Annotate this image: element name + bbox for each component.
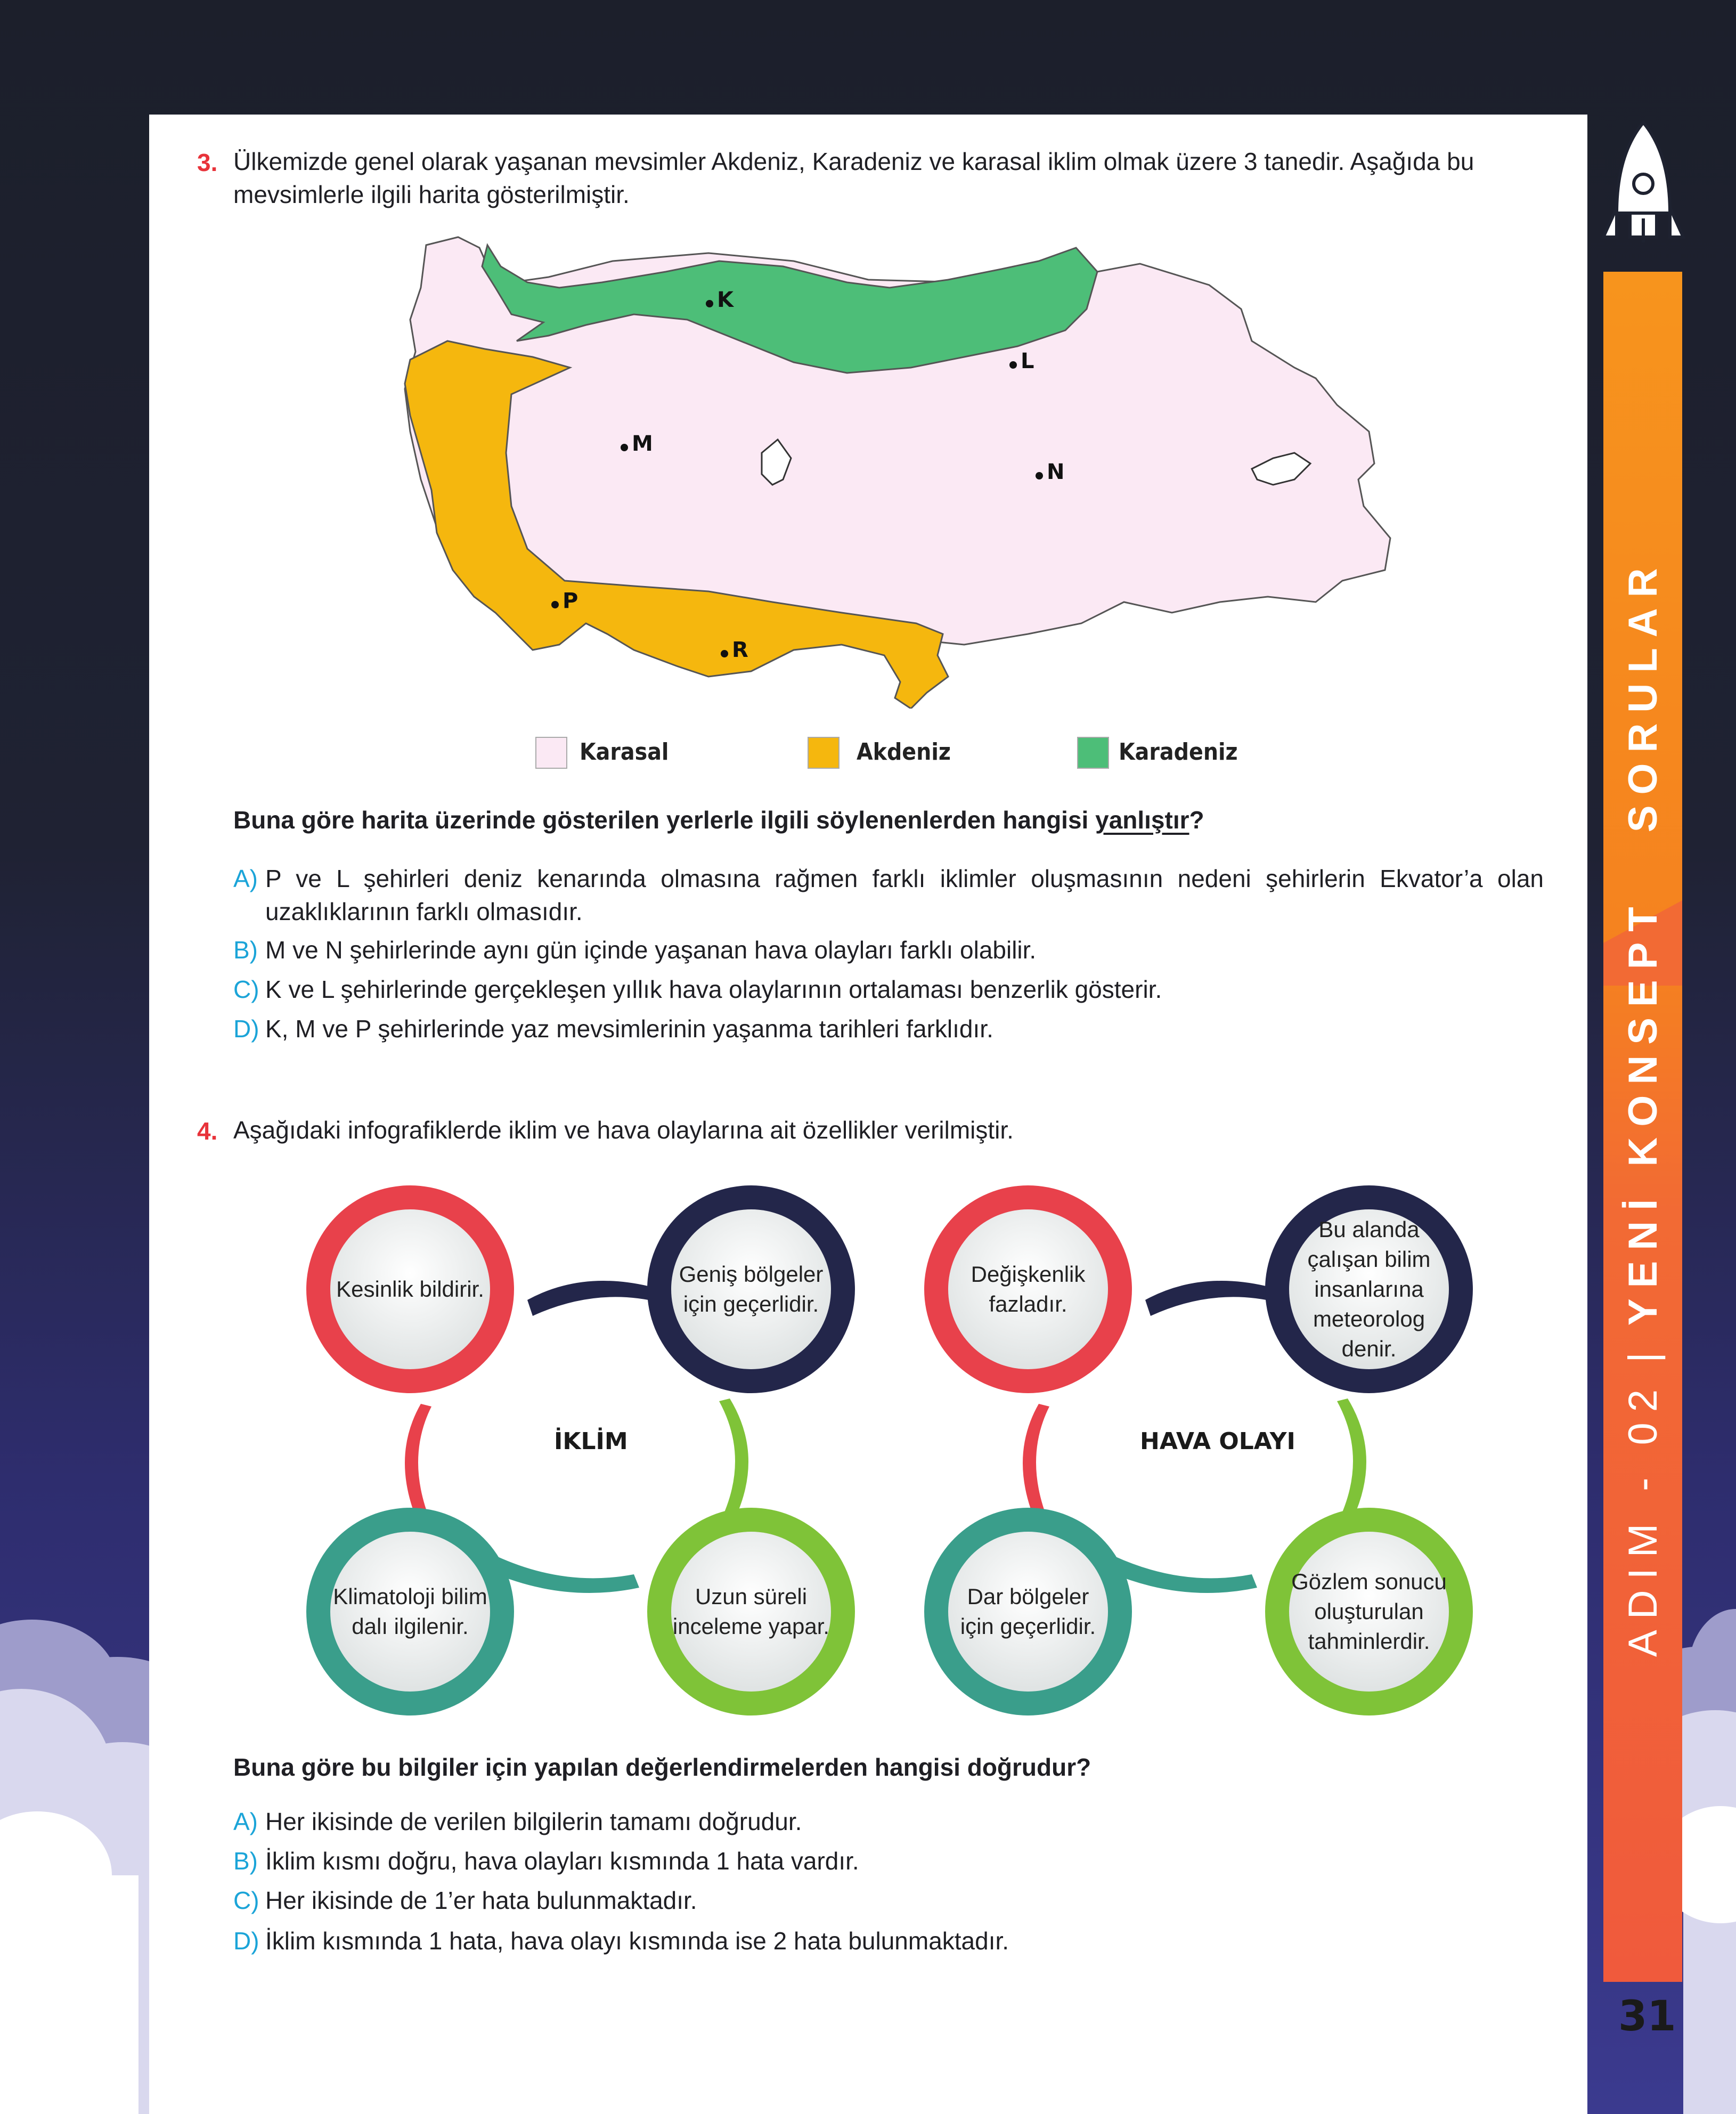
question-3-option-c[interactable] — [233, 973, 1546, 1006]
option-text: Her ikisinde de verilen bilgilerin tamamı doğrudur. — [265, 1808, 802, 1835]
iklim-item-3: Klimatoloji bilim dalı ilgilenir. — [333, 1584, 487, 1639]
sidebar-separator: | — [1620, 1341, 1666, 1363]
question-4-option-c[interactable] — [233, 1884, 1546, 1917]
question-4-number: 4. — [197, 1117, 218, 1145]
sidebar-section: SORULAR — [1620, 557, 1666, 833]
option-text: İklim kısmı doğru, hava olayları kısmında 1 hata vardır. — [265, 1847, 859, 1875]
option-letter: A) — [233, 865, 258, 892]
option-letter: A) — [233, 1808, 258, 1835]
climate-map — [389, 229, 1401, 709]
question-3-prompt — [233, 806, 1204, 834]
option-text: M ve N şehirlerinde aynı gün içinde yaşanan hava olayları farklı olabilir. — [265, 936, 1037, 964]
legend-swatch-karadeniz — [1077, 737, 1109, 769]
hava-title: HAVA OLAYI — [1140, 1428, 1295, 1455]
hava-item-4: Gözlem sonucu oluşturulan tahminlerdir. — [1291, 1569, 1447, 1654]
hava-item-3: Dar bölgeler için geçerlidir. — [960, 1584, 1096, 1639]
map-marker-n: N — [1047, 460, 1065, 484]
option-letter: B) — [233, 1847, 258, 1875]
option-letter: C) — [233, 975, 259, 1003]
map-marker-r: R — [732, 638, 748, 662]
rocket-icon — [1601, 117, 1686, 277]
map-marker-m: M — [632, 432, 653, 456]
legend-swatch-akdeniz — [808, 737, 840, 769]
option-letter: C) — [233, 1887, 259, 1914]
sidebar-title — [1609, 272, 1677, 1657]
question-3-prompt-underlined: yanlıştır — [1095, 806, 1189, 834]
question-4-option-a[interactable] — [233, 1805, 1546, 1838]
option-letter: D) — [233, 1015, 259, 1043]
option-text: K, M ve P şehirlerinde yaz mevsimlerinin yaşanma tarihleri farklıdır. — [265, 1015, 993, 1043]
question-3-text: Ülkemizde genel olarak yaşanan mevsimler Akdeniz, Karadeniz ve karasal iklim olmak üzere 3 tanedir. Aşağıda bu mevsimlerle ilgili harita gösterilmiştir. — [233, 148, 1474, 208]
option-letter: B) — [233, 936, 258, 964]
option-letter: D) — [233, 1927, 259, 1955]
page-number: 31 — [1618, 1993, 1676, 2040]
option-text: Her ikisinde de 1’er hata bulunmaktadır. — [265, 1887, 697, 1914]
question-4-option-b[interactable] — [233, 1844, 1546, 1877]
option-text: İklim kısmında 1 hata, hava olayı kısmında ise 2 hata bulunmaktadır. — [265, 1927, 1009, 1955]
legend-label-karasal: Karasal — [580, 738, 669, 766]
iklim-title: İKLİM — [554, 1428, 628, 1455]
question-3-option-a[interactable] — [233, 862, 1546, 928]
map-marker-p: P — [563, 589, 578, 613]
legend-label-karadeniz: Karadeniz — [1119, 738, 1238, 766]
sidebar-step: ADIM - 02 — [1620, 1378, 1666, 1657]
question-4-text: Aşağıdaki infografiklerde iklim ve hava olaylarına ait özellikler verilmiştir. — [233, 1116, 1014, 1144]
iklim-item-2: Geniş bölgeler için geçerlidir. — [679, 1262, 824, 1316]
question-3-option-d[interactable] — [233, 1012, 1546, 1045]
sidebar-concept: YENİ KONSEPT — [1620, 896, 1666, 1326]
question-4-option-d[interactable] — [233, 1924, 1546, 1957]
iklim-item-4: Uzun süreli inceleme yapar. — [672, 1584, 830, 1639]
option-text: K ve L şehirlerinde gerçekleşen yıllık hava olaylarının ortalaması benzerlik gösterir. — [265, 975, 1162, 1003]
question-3-number: 3. — [197, 149, 218, 176]
legend-swatch-karasal — [535, 737, 567, 769]
legend-label-akdeniz: Akdeniz — [857, 738, 951, 766]
question-4-prompt: Buna göre bu bilgiler için yapılan değerlendirmelerden hangisi doğrudur? — [233, 1753, 1091, 1781]
question-3-option-b[interactable] — [233, 933, 1546, 966]
map-marker-k: K — [717, 288, 733, 312]
iklim-item-1: Kesinlik bildirir. — [336, 1276, 484, 1302]
hava-item-1: Değişkenlik fazladır. — [971, 1262, 1086, 1316]
question-3-prompt-suffix: ? — [1189, 806, 1204, 834]
option-text: P ve L şehirleri deniz kenarında olmasına rağmen farklı iklimler oluşmasının nedeni şehirlerin Ekvator’a olan uzaklıklarının farklı olmasıdır. — [265, 865, 1544, 925]
map-marker-l: L — [1021, 349, 1034, 373]
question-3-prompt-prefix: Buna göre harita üzerinde gösterilen yerlerle ilgili söylenenlerden hangisi — [233, 806, 1096, 834]
hava-item-2: Bu alanda çalışan bilim insanlarına meteorolog denir. — [1307, 1217, 1431, 1361]
